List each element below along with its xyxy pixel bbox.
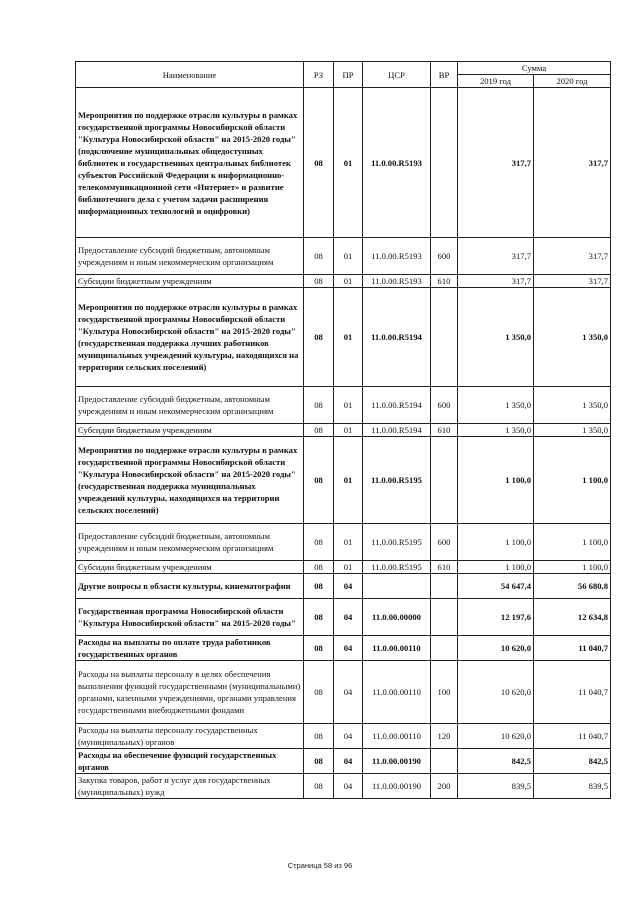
cell-csr: 11.0.00.R5195 <box>363 437 431 524</box>
cell-rz: 08 <box>304 774 334 799</box>
cell-name: Государственная программа Новосибирской области "Культура Новосибирской области" на 2015-2020 годы" <box>76 599 304 636</box>
cell-rz: 08 <box>304 561 334 574</box>
cell-2020: 1 100,0 <box>534 524 611 561</box>
cell-pr: 04 <box>334 574 363 599</box>
cell-2019: 10 620,0 <box>458 724 534 749</box>
cell-csr: 11.0.00.R5194 <box>363 387 431 424</box>
cell-vr: 610 <box>431 424 458 437</box>
cell-name: Расходы на обеспечение функций государственных органов <box>76 749 304 774</box>
budget-table <box>75 61 611 799</box>
cell-name: Субсидии бюджетным учреждениям <box>76 561 304 574</box>
table-row <box>76 238 611 275</box>
cell-vr <box>431 636 458 661</box>
cell-vr <box>431 574 458 599</box>
cell-pr: 01 <box>334 524 363 561</box>
cell-2019: 317,7 <box>458 238 534 275</box>
cell-rz: 08 <box>304 424 334 437</box>
cell-rz: 08 <box>304 387 334 424</box>
table-row <box>76 636 611 661</box>
cell-name: Мероприятия по поддержке отрасли культуры в рамках государственной программы Новосибирской области "Культура Новосибирской области" на 2015-2020 годы" (государственная поддержка лучших работников муниципальных учреждений культуры, находящихся на территории сельских поселений) <box>76 288 304 387</box>
table-row <box>76 424 611 437</box>
cell-rz: 08 <box>304 661 334 724</box>
cell-csr: 11.0.00.R5194 <box>363 424 431 437</box>
cell-pr: 01 <box>334 288 363 387</box>
cell-csr: 11.0.00.00190 <box>363 774 431 799</box>
cell-2020: 12 634,8 <box>534 599 611 636</box>
cell-2019: 317,7 <box>458 275 534 288</box>
cell-2020: 317,7 <box>534 238 611 275</box>
header-sum: Сумма <box>458 62 611 75</box>
cell-2020: 1 100,0 <box>534 437 611 524</box>
cell-name: Другие вопросы в области культуры, кинематографии <box>76 574 304 599</box>
cell-vr <box>431 288 458 387</box>
cell-2020: 11 040,7 <box>534 661 611 724</box>
cell-2019: 1 350,0 <box>458 424 534 437</box>
cell-name: Расходы на выплаты персоналу в целях обеспечения выполнения функций государственными (муниципальными) органами, казенными учреждениями, органами управления государственными внебюджетными фондами <box>76 661 304 724</box>
cell-pr: 01 <box>334 437 363 524</box>
cell-vr: 100 <box>431 661 458 724</box>
cell-vr: 610 <box>431 561 458 574</box>
cell-pr: 04 <box>334 724 363 749</box>
cell-pr: 01 <box>334 88 363 238</box>
cell-2019: 12 197,6 <box>458 599 534 636</box>
table-header <box>76 62 611 88</box>
cell-vr: 200 <box>431 774 458 799</box>
cell-2019: 1 350,0 <box>458 387 534 424</box>
cell-vr <box>431 749 458 774</box>
table-row <box>76 524 611 561</box>
cell-name: Предоставление субсидий бюджетным, автономным учреждениям и иным некоммерческим организациям <box>76 524 304 561</box>
cell-2020: 56 680,8 <box>534 574 611 599</box>
cell-name: Субсидии бюджетным учреждениям <box>76 424 304 437</box>
table-row <box>76 387 611 424</box>
cell-vr: 600 <box>431 387 458 424</box>
page-footer: Страница 58 из 96 <box>287 861 353 870</box>
cell-vr: 610 <box>431 275 458 288</box>
cell-2020: 317,7 <box>534 88 611 238</box>
cell-csr <box>363 574 431 599</box>
table-row <box>76 661 611 724</box>
cell-pr: 01 <box>334 238 363 275</box>
cell-rz: 08 <box>304 437 334 524</box>
cell-pr: 01 <box>334 275 363 288</box>
cell-csr: 11.0.00.00110 <box>363 724 431 749</box>
cell-2020: 842,5 <box>534 749 611 774</box>
cell-vr: 120 <box>431 724 458 749</box>
table-body <box>76 88 611 799</box>
cell-rz: 08 <box>304 238 334 275</box>
cell-2019: 839,5 <box>458 774 534 799</box>
cell-rz: 08 <box>304 524 334 561</box>
cell-vr: 600 <box>431 238 458 275</box>
table-row <box>76 599 611 636</box>
header-vr: ВР <box>431 62 458 88</box>
header-rz: РЗ <box>304 62 334 88</box>
cell-csr: 11.0.00.00110 <box>363 661 431 724</box>
cell-2019: 54 647,4 <box>458 574 534 599</box>
cell-2019: 317,7 <box>458 88 534 238</box>
cell-csr: 11.0.00.R5195 <box>363 561 431 574</box>
table-row <box>76 774 611 799</box>
cell-csr: 11.0.00.00110 <box>363 636 431 661</box>
cell-vr <box>431 88 458 238</box>
cell-rz: 08 <box>304 724 334 749</box>
cell-2019: 10 620,0 <box>458 661 534 724</box>
cell-pr: 01 <box>334 424 363 437</box>
cell-name: Мероприятия по поддержке отрасли культуры в рамках государственной программы Новосибирской области "Культура Новосибирской области" на 2015-2020 годы" (подключение муниципальных общедоступных библиотек и государственных центральных библиотек субъектов Российской Федерации к информационно-телекоммуникационной сети «Интернет» и развитие библиотечного дела с учетом задачи расширения информационных технологий и оцифровки) <box>76 88 304 238</box>
cell-pr: 04 <box>334 749 363 774</box>
cell-pr: 04 <box>334 636 363 661</box>
table-row <box>76 724 611 749</box>
cell-rz: 08 <box>304 749 334 774</box>
cell-2020: 1 100,0 <box>534 561 611 574</box>
cell-rz: 08 <box>304 275 334 288</box>
cell-vr <box>431 599 458 636</box>
cell-csr: 11.0.00.R5193 <box>363 275 431 288</box>
header-csr: ЦСР <box>363 62 431 88</box>
header-2019: 2019 год <box>458 75 534 88</box>
table-row <box>76 88 611 238</box>
cell-name: Расходы на выплаты по оплате труда работников государственных органов <box>76 636 304 661</box>
cell-rz: 08 <box>304 636 334 661</box>
cell-pr: 01 <box>334 387 363 424</box>
table-row <box>76 561 611 574</box>
cell-pr: 04 <box>334 661 363 724</box>
cell-csr: 11.0.00.R5193 <box>363 88 431 238</box>
cell-2019: 1 100,0 <box>458 524 534 561</box>
header-pr: ПР <box>334 62 363 88</box>
cell-pr: 04 <box>334 774 363 799</box>
cell-rz: 08 <box>304 288 334 387</box>
cell-2020: 11 040,7 <box>534 724 611 749</box>
cell-csr: 11.0.00.R5195 <box>363 524 431 561</box>
header-2020: 2020 год <box>534 75 611 88</box>
cell-2020: 1 350,0 <box>534 387 611 424</box>
cell-csr: 11.0.00.R5193 <box>363 238 431 275</box>
table-row <box>76 288 611 387</box>
table-row <box>76 275 611 288</box>
cell-rz: 08 <box>304 574 334 599</box>
header-name: Наименование <box>76 62 304 88</box>
cell-2020: 839,5 <box>534 774 611 799</box>
cell-name: Расходы на выплаты персоналу государственных (муниципальных) органов <box>76 724 304 749</box>
cell-2020: 317,7 <box>534 275 611 288</box>
cell-csr: 11.0.00.00000 <box>363 599 431 636</box>
cell-pr: 04 <box>334 599 363 636</box>
cell-2020: 1 350,0 <box>534 288 611 387</box>
table-row <box>76 749 611 774</box>
table-row <box>76 437 611 524</box>
cell-vr <box>431 437 458 524</box>
cell-name: Закупка товаров, работ и услуг для государственных (муниципальных) нужд <box>76 774 304 799</box>
cell-csr: 11.0.00.R5194 <box>363 288 431 387</box>
cell-rz: 08 <box>304 88 334 238</box>
cell-2019: 842,5 <box>458 749 534 774</box>
cell-name: Мероприятия по поддержке отрасли культуры в рамках государственной программы Новосибирской области "Культура Новосибирской области" на 2015-2020 годы" (государственная поддержка муниципальных учреждений культуры, находящихся на территории сельских поселений) <box>76 437 304 524</box>
cell-pr: 01 <box>334 561 363 574</box>
cell-2019: 1 100,0 <box>458 437 534 524</box>
cell-csr: 11.0.00.00190 <box>363 749 431 774</box>
cell-name: Субсидии бюджетным учреждениям <box>76 275 304 288</box>
cell-2020: 11 040,7 <box>534 636 611 661</box>
cell-2019: 1 350,0 <box>458 288 534 387</box>
cell-rz: 08 <box>304 599 334 636</box>
cell-2019: 10 620,0 <box>458 636 534 661</box>
cell-name: Предоставление субсидий бюджетным, автономным учреждениям и иным некоммерческим организациям <box>76 387 304 424</box>
table-row <box>76 574 611 599</box>
cell-vr: 600 <box>431 524 458 561</box>
cell-name: Предоставление субсидий бюджетным, автономным учреждениям и иным некоммерческим организациям <box>76 238 304 275</box>
cell-2019: 1 100,0 <box>458 561 534 574</box>
cell-2020: 1 350,0 <box>534 424 611 437</box>
